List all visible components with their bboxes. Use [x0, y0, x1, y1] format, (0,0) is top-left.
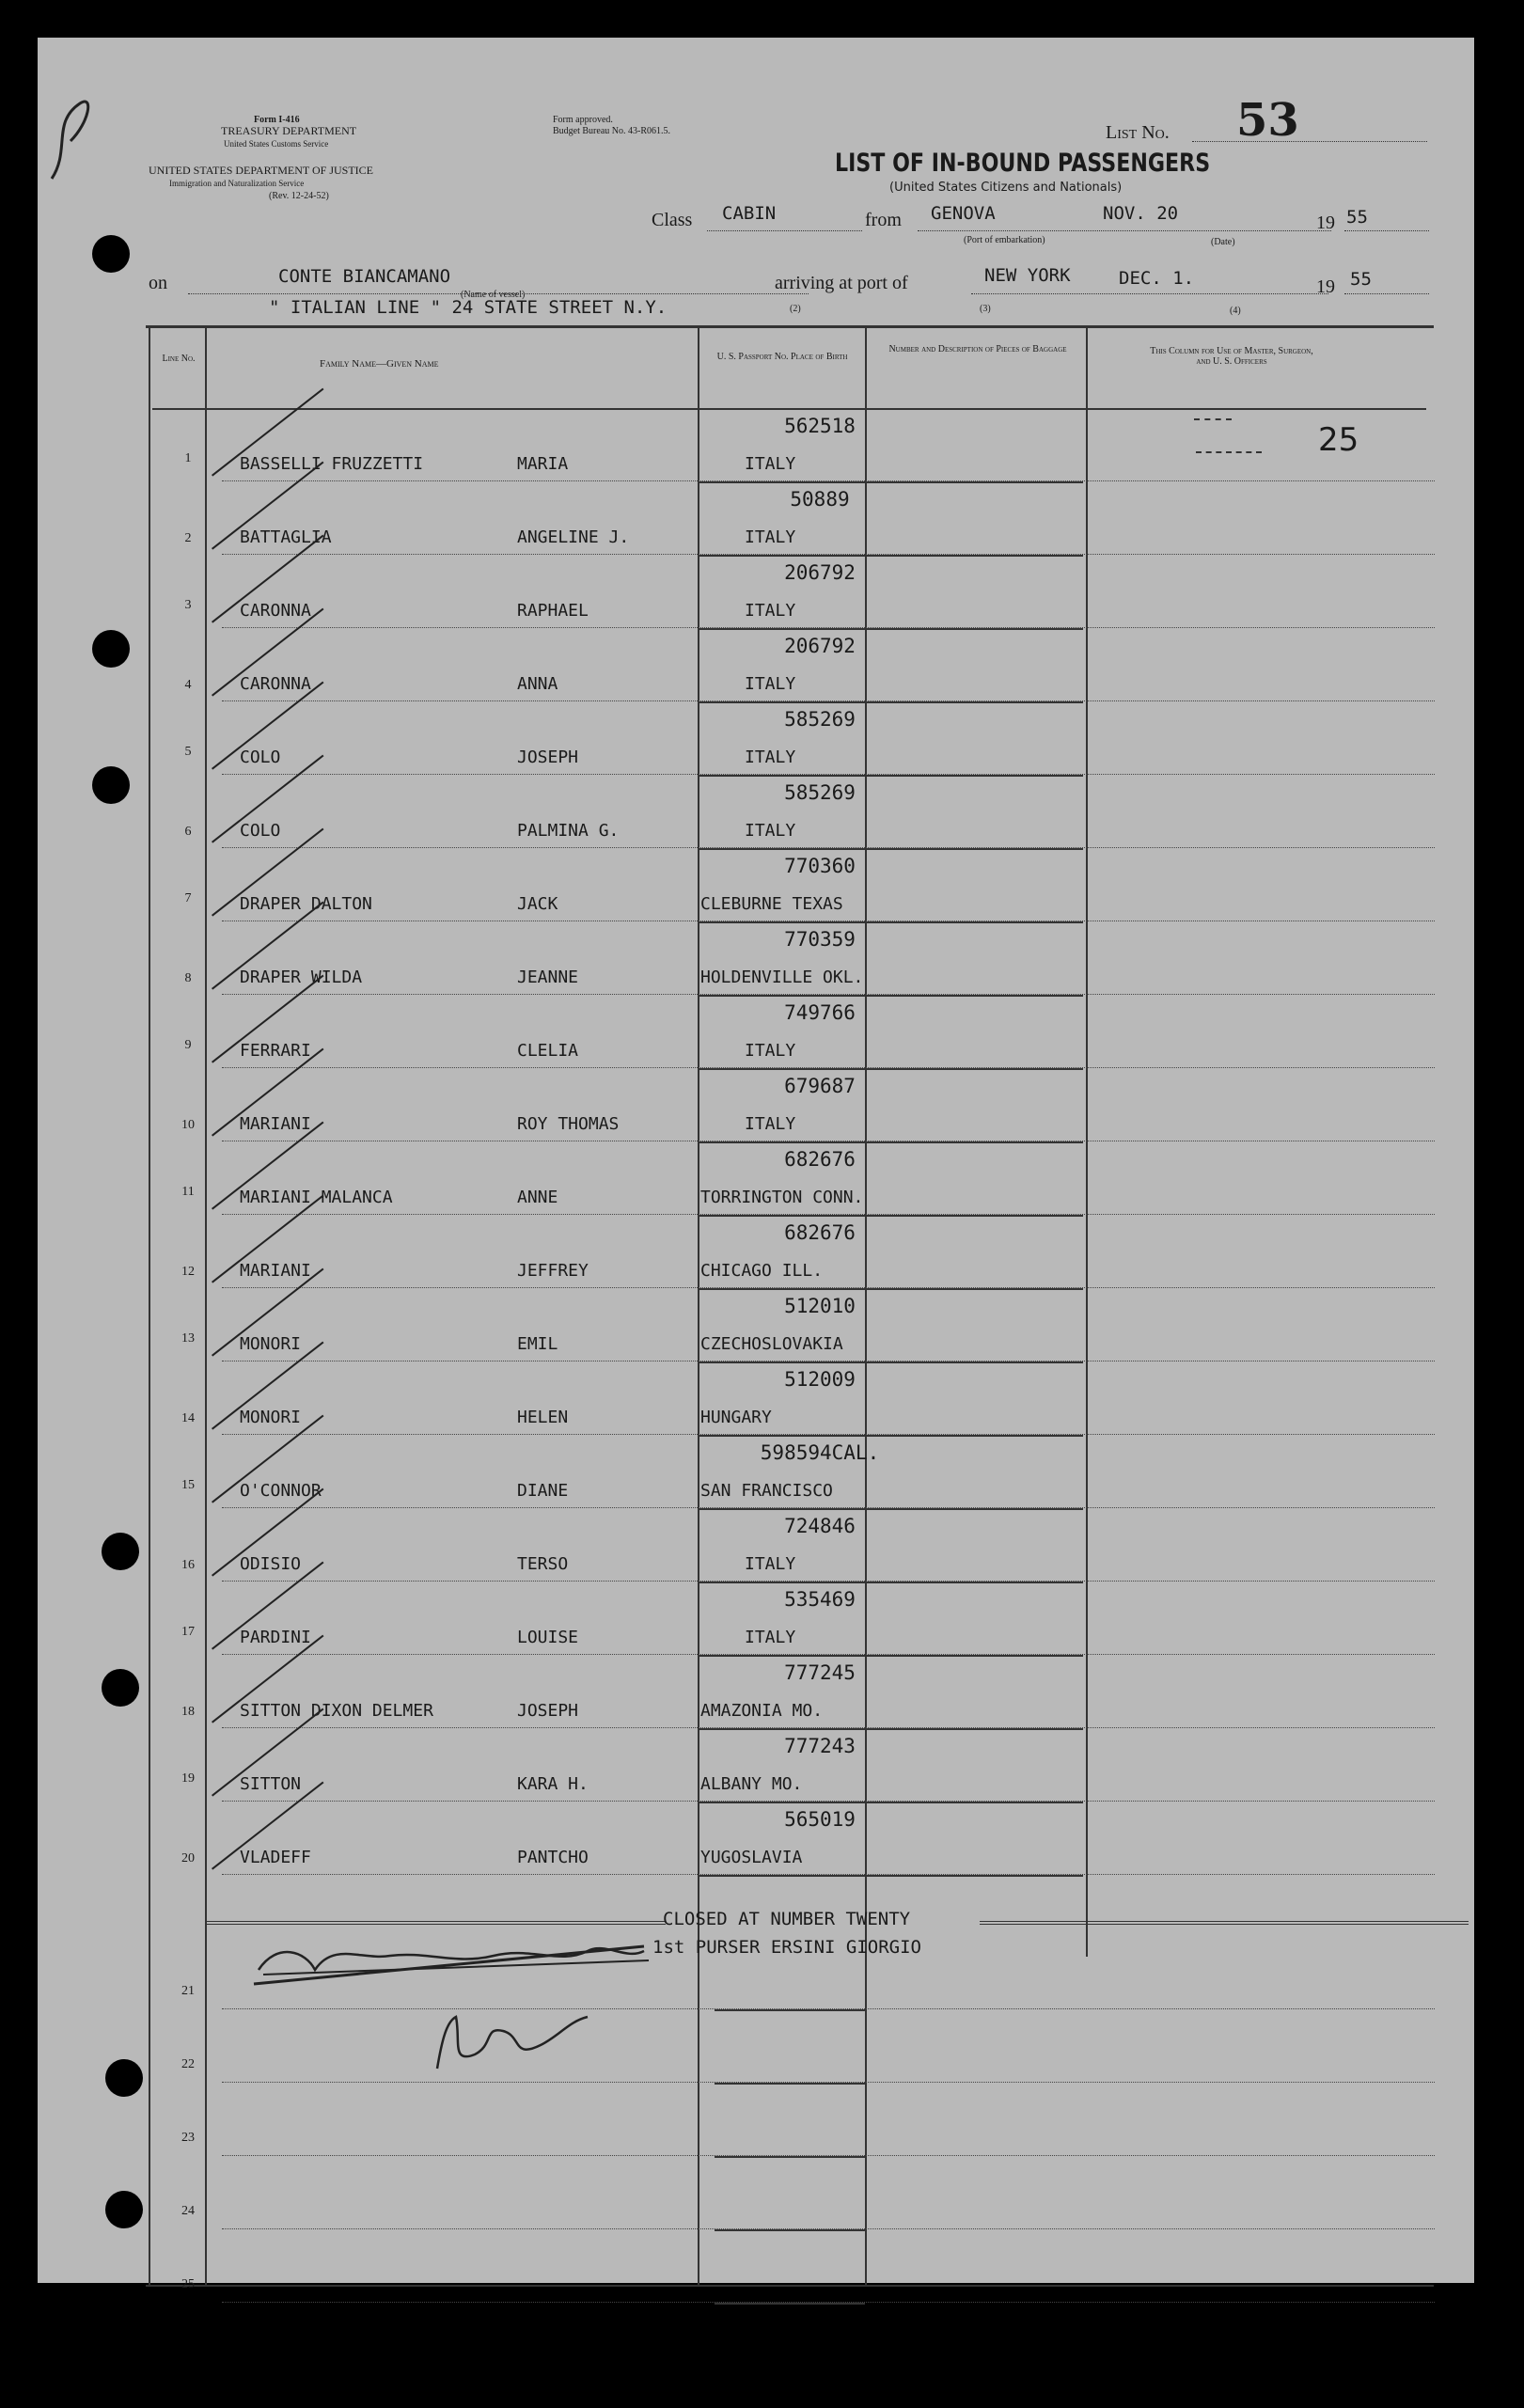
- year1-underline: [1344, 230, 1429, 231]
- line-number: 14: [181, 1411, 195, 1425]
- family-name: PARDINI: [240, 1628, 311, 1647]
- col-head-officers: This Column for Use of Master, Surgeon, and U. S. Officers: [1150, 346, 1313, 367]
- place-of-birth: AMAZONIA MO.: [700, 1701, 824, 1721]
- family-name: COLO: [240, 821, 281, 841]
- closing-line-right: [980, 1921, 1469, 1925]
- purser-signature: [418, 2003, 606, 2087]
- manifest-page: [38, 38, 1474, 2291]
- shipping-line-agent: " ITALIAN LINE " 24 STATE STREET N.Y.: [269, 297, 668, 318]
- arrival-port: NEW YORK: [984, 265, 1071, 286]
- row-rule-solid: [698, 1875, 1083, 1877]
- passport-number: 565019: [784, 1808, 856, 1831]
- place-of-birth: ITALY: [745, 1628, 796, 1647]
- given-name: ROY THOMAS: [517, 1114, 620, 1134]
- passport-number: 770359: [784, 928, 856, 951]
- place-of-birth: CHICAGO ILL.: [700, 1261, 824, 1281]
- place-of-birth: ITALY: [745, 601, 796, 621]
- family-name: CARONNA: [240, 601, 311, 621]
- passport-number: 562518: [784, 415, 856, 437]
- given-name: JEANNE: [517, 968, 579, 987]
- passport-number: 535469: [784, 1588, 856, 1611]
- purser: 1st PURSER ERSINI GIORGIO: [652, 1937, 921, 1958]
- line-number: 20: [181, 1851, 195, 1865]
- given-name: KARA H.: [517, 1774, 589, 1794]
- from-value: GENOVA: [931, 203, 996, 224]
- passport-number: 598594CAL.: [760, 1441, 880, 1464]
- line-number: 3: [184, 598, 192, 612]
- line-number: 21: [181, 1984, 195, 1998]
- given-name: ANNA: [517, 674, 558, 694]
- col-head-passport: U. S. Passport No. Place of Birth: [716, 352, 848, 362]
- family-name: SITTON DIXON DELMER: [240, 1701, 433, 1721]
- family-name: BASSELLI FRUZZETTI: [240, 454, 424, 474]
- line-number: 8: [184, 971, 192, 985]
- place-of-birth: TORRINGTON CONN.: [700, 1188, 864, 1207]
- passport-number: 777243: [784, 1735, 856, 1757]
- given-name: JACK: [517, 894, 558, 914]
- family-name: SITTON: [240, 1774, 302, 1794]
- family-name: MARIANI: [240, 1114, 311, 1134]
- given-name: TERSO: [517, 1554, 569, 1574]
- passport-number: 512009: [784, 1368, 856, 1391]
- given-name: PANTCHO: [517, 1848, 589, 1867]
- form-approved: Form approved.: [553, 115, 613, 125]
- family-name: ODISIO: [240, 1554, 302, 1574]
- row-rule-solid: [715, 2156, 865, 2158]
- family-name: BATTAGLIA: [240, 527, 332, 547]
- treasury-dept: TREASURY DEPARTMENT: [221, 124, 357, 137]
- table-row: [38, 996, 1474, 1069]
- line-number: 7: [184, 891, 192, 905]
- punch-hole: [105, 2191, 143, 2228]
- family-name: MARIANI: [240, 1261, 311, 1281]
- ins-service: Immigration and Naturalization Service: [169, 179, 305, 188]
- family-name: VLADEFF: [240, 1848, 311, 1867]
- family-name: COLO: [240, 748, 281, 767]
- row-rule-solid: [715, 2303, 865, 2305]
- place-of-birth: ITALY: [745, 821, 796, 841]
- given-name: CLELIA: [517, 1041, 579, 1061]
- table-row: [38, 1582, 1474, 1656]
- year1-prefix: 19: [1316, 212, 1335, 233]
- place-of-birth: ITALY: [745, 1554, 796, 1574]
- table-row: [38, 1142, 1474, 1216]
- given-name: ANGELINE J.: [517, 527, 630, 547]
- place-of-birth: ITALY: [745, 527, 796, 547]
- passport-number: 770360: [784, 855, 856, 877]
- list-no-underline: [1192, 141, 1427, 142]
- given-name: HELEN: [517, 1408, 569, 1427]
- year2: 55: [1350, 269, 1372, 290]
- table-row: [38, 629, 1474, 702]
- row-rule-solid: [715, 2229, 865, 2231]
- family-name: FERRARI: [240, 1041, 311, 1061]
- table-row: [38, 1362, 1474, 1436]
- vessel-name: CONTE BIANCAMANO: [278, 266, 451, 287]
- line-number: 12: [181, 1265, 195, 1279]
- budget-bureau: Budget Bureau No. 43-R061.5.: [553, 126, 670, 136]
- given-name: DIANE: [517, 1481, 569, 1501]
- place-of-birth: ITALY: [745, 674, 796, 694]
- given-name: ANNE: [517, 1188, 558, 1207]
- given-name: RAPHAEL: [517, 601, 589, 621]
- place-of-birth: ITALY: [745, 1114, 796, 1134]
- given-name: JEFFREY: [517, 1261, 589, 1281]
- closing-line-left: [205, 1921, 666, 1925]
- class-label: Class: [652, 210, 693, 230]
- date-caption: (Date): [1211, 237, 1235, 247]
- revision: (Rev. 12-24-52): [269, 191, 329, 201]
- passport-number: 585269: [784, 708, 856, 731]
- departure-date: NOV. 20: [1103, 203, 1179, 224]
- place-of-birth: HOLDENVILLE OKL.: [700, 968, 864, 987]
- family-name: CARONNA: [240, 674, 311, 694]
- place-of-birth: ALBANY MO.: [700, 1774, 803, 1794]
- col-caption-2: (2): [790, 304, 801, 314]
- punch-hole: [92, 235, 130, 273]
- handwritten-corner-mark: [42, 85, 99, 188]
- place-of-birth: ITALY: [745, 454, 796, 474]
- passport-number: 724846: [784, 1515, 856, 1537]
- place-of-birth: SAN FRANCISCO: [700, 1481, 833, 1501]
- row-rule-solid: [715, 2009, 865, 2011]
- arriving-label: arriving at port of: [775, 273, 908, 293]
- justice-dept: UNITED STATES DEPARTMENT OF JUSTICE: [149, 164, 374, 177]
- class-value: CABIN: [722, 203, 777, 224]
- line-number: 25: [181, 2277, 195, 2291]
- crossed-out-signature: [249, 1932, 672, 1998]
- place-of-birth: HUNGARY: [700, 1408, 772, 1427]
- table-row: [38, 776, 1474, 849]
- passport-number: 50889: [790, 488, 850, 511]
- table-row: [38, 482, 1474, 556]
- table-row: [38, 1729, 1474, 1802]
- line-number: 16: [181, 1558, 195, 1572]
- place-of-birth: CZECHOSLOVAKIA: [700, 1334, 843, 1354]
- line-number: 19: [181, 1771, 195, 1786]
- col-caption-4: (4): [1230, 306, 1241, 316]
- table-row: [38, 1802, 1474, 1876]
- from-underline: [918, 230, 1331, 231]
- line-number: 1: [184, 451, 192, 465]
- list-subtitle: (United States Citizens and Nationals): [889, 181, 1123, 195]
- vessel-caption: (Name of vessel): [461, 290, 526, 300]
- col-head-baggage: Number and Description of Pieces of Baggage: [888, 344, 1067, 354]
- table-row: [38, 1216, 1474, 1289]
- on-label: on: [149, 273, 167, 293]
- passport-number: 682676: [784, 1221, 856, 1244]
- list-title: LIST OF IN-BOUND PASSENGERS: [835, 149, 1211, 178]
- line-number: 22: [181, 2057, 195, 2071]
- passport-number: 206792: [784, 561, 856, 584]
- line-number: 15: [181, 1478, 195, 1492]
- table-row: [38, 1656, 1474, 1729]
- col-head-name: Family Name—Given Name: [320, 358, 439, 370]
- port-embark-caption: (Port of embarkation): [964, 235, 1045, 245]
- table-top-rule: [146, 325, 1434, 328]
- line-number: 10: [181, 1118, 195, 1132]
- passport-number: 679687: [784, 1075, 856, 1097]
- family-name: MARIANI MALANCA: [240, 1188, 393, 1207]
- line-number: 6: [184, 825, 192, 839]
- officer-note: 25: [1318, 421, 1359, 459]
- vessel-underline: [188, 293, 809, 294]
- table-row: [38, 1509, 1474, 1582]
- family-name: O'CONNOR: [240, 1481, 322, 1501]
- given-name: LOUISE: [517, 1628, 579, 1647]
- table-row: [38, 1436, 1474, 1509]
- place-of-birth: YUGOSLAVIA: [700, 1848, 803, 1867]
- line-number: 24: [181, 2204, 195, 2218]
- from-label: from: [865, 210, 902, 230]
- row-rule-solid: [715, 2083, 865, 2085]
- given-name: JOSEPH: [517, 1701, 579, 1721]
- closing-statement: CLOSED AT NUMBER TWENTY: [663, 1909, 911, 1929]
- year2-prefix: 19: [1316, 276, 1335, 297]
- passport-number: 512010: [784, 1295, 856, 1317]
- line-number: 13: [181, 1331, 195, 1346]
- list-no-label: List No.: [1106, 122, 1170, 143]
- class-underline: [707, 230, 862, 231]
- table-row: [38, 1069, 1474, 1142]
- punch-hole: [105, 2059, 143, 2097]
- table-row: [38, 1289, 1474, 1362]
- table-row: [38, 922, 1474, 996]
- passport-number: 206792: [784, 635, 856, 657]
- table-row: [38, 556, 1474, 629]
- form-number: Form I-416: [254, 115, 300, 125]
- table-row: [38, 849, 1474, 922]
- passport-number: 682676: [784, 1148, 856, 1171]
- given-name: MARIA: [517, 454, 569, 474]
- table-row: [38, 702, 1474, 776]
- line-number: 18: [181, 1705, 195, 1719]
- line-number: 17: [181, 1625, 195, 1639]
- col-caption-3: (3): [980, 304, 991, 314]
- line-number: 4: [184, 678, 192, 692]
- table-row: [38, 409, 1474, 482]
- place-of-birth: ITALY: [745, 1041, 796, 1061]
- passport-number: 777245: [784, 1661, 856, 1684]
- family-name: MONORI: [240, 1334, 302, 1354]
- place-of-birth: ITALY: [745, 748, 796, 767]
- given-name: JOSEPH: [517, 748, 579, 767]
- line-number: 5: [184, 745, 192, 759]
- arrival-date: DEC. 1.: [1119, 268, 1195, 289]
- family-name: DRAPER WILDA: [240, 968, 363, 987]
- given-name: PALMINA G.: [517, 821, 620, 841]
- family-name: DRAPER DALTON: [240, 894, 372, 914]
- passport-number: 749766: [784, 1001, 856, 1024]
- year1: 55: [1346, 207, 1368, 228]
- line-number: 9: [184, 1038, 192, 1052]
- line-number: 23: [181, 2131, 195, 2145]
- year2-underline: [1344, 293, 1429, 294]
- line-number: 2: [184, 531, 192, 545]
- passport-number: 585269: [784, 781, 856, 804]
- place-of-birth: CLEBURNE TEXAS: [700, 894, 843, 914]
- table-bottom-rule: [146, 2285, 1434, 2287]
- line-number: 11: [181, 1185, 195, 1199]
- col-head-line-no: Line No.: [162, 354, 196, 364]
- customs-service: United States Customs Service: [224, 139, 329, 149]
- list-no: 53: [1236, 94, 1299, 147]
- family-name: MONORI: [240, 1408, 302, 1427]
- given-name: EMIL: [517, 1334, 558, 1354]
- arrival-underline: [971, 293, 1328, 294]
